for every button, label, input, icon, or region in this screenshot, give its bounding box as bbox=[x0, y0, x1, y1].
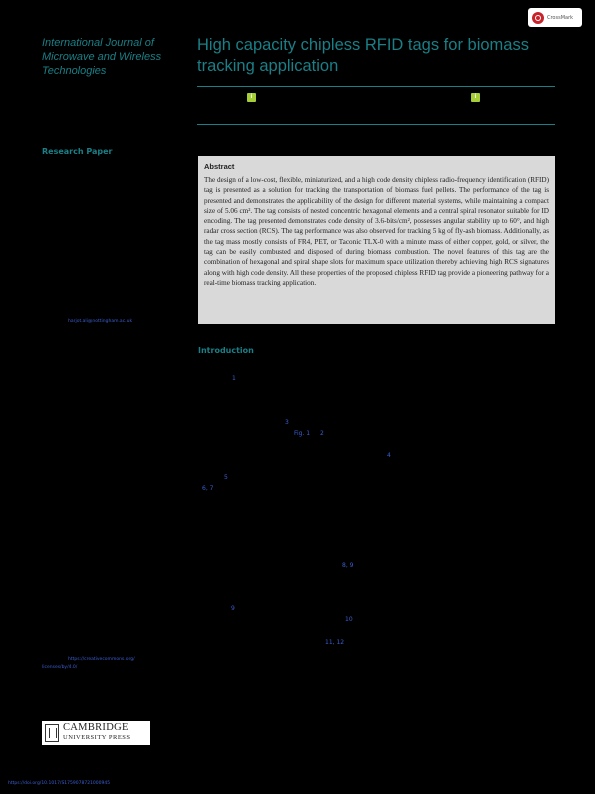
citation-link[interactable]: 11, 12 bbox=[325, 639, 345, 646]
figure-link[interactable]: Fig. 1 bbox=[294, 430, 311, 437]
article-title bbox=[197, 35, 557, 77]
citation-link[interactable]: 1 bbox=[232, 375, 236, 382]
citation-link[interactable]: 2 bbox=[320, 430, 324, 437]
publisher-logo bbox=[42, 721, 150, 745]
journal-name-line: International Journal of bbox=[42, 37, 154, 49]
citation-link[interactable]: 5 bbox=[224, 474, 228, 481]
citation-link[interactable]: 4 bbox=[387, 452, 391, 459]
publisher-name bbox=[63, 723, 131, 743]
orcid-icon[interactable]: i bbox=[471, 93, 480, 102]
license-link-line: licenses/by/4.0/ bbox=[42, 665, 78, 670]
license-link[interactable] bbox=[42, 656, 135, 672]
orcid-icon[interactable]: i bbox=[247, 93, 256, 102]
article-title-line: tracking application bbox=[197, 57, 339, 75]
introduction-heading: Introduction bbox=[198, 346, 254, 355]
abstract-text: The design of a low-cost, flexible, miniaturized, and a high code density chipless radio-frequency identification (RFID) tag is presented as a solution for tracking the transportation of biomass fuel pellets. The performance of the tag is presented and demonstrates the applicability of the design for different material systems, while maintaining a compact size of 5.06 cm². The tag consists of nested concentric hexagonal elements and a central spiral resonator suitable for ID encoding. The tag presented demonstrates code density of 3.6-bits/cm², possesses angular stability up to 60°, and high radar cross section (RCS). The tag performance was also observed for tracking 5 kg of fly-ash biomass. Additionally, as the tag mass mostly consists of FR4, PET, or Taconic TLX-0 with a minute mass of either copper, gold, or silver, the tag can be easily combusted and disposed of during biomass combustion. The novel features of this tag are the combination of hexagonal and spiral shape slots for maximum space utilization thereby achieving high RCS signatures along with high code density. All these properties of the proposed chipless RFID tag provide a pioneering pathway for a real-time biomass tracking application. bbox=[204, 176, 549, 287]
abstract-box bbox=[198, 156, 555, 324]
journal-name-line: Technologies bbox=[42, 65, 107, 77]
crossmark-button[interactable] bbox=[528, 8, 582, 27]
abstract-heading: Abstract bbox=[204, 162, 235, 171]
citation-link[interactable]: 8, 9 bbox=[342, 562, 354, 569]
citation-link[interactable]: 6, 7 bbox=[202, 485, 214, 492]
doi-link[interactable]: https://doi.org/10.1017/S1759078721000945 bbox=[8, 781, 111, 786]
title-divider bbox=[197, 86, 555, 87]
journal-name-line: Microwave and Wireless bbox=[42, 51, 162, 63]
crossmark-icon bbox=[532, 12, 544, 24]
crossmark-label: CrossMark bbox=[547, 14, 574, 21]
publisher-name-line1: CAMBRIDGE bbox=[63, 722, 129, 733]
journal-name bbox=[42, 36, 182, 78]
article-type: Research Paper bbox=[42, 147, 113, 156]
author-divider bbox=[197, 124, 555, 125]
crest-icon bbox=[45, 724, 59, 742]
citation-link[interactable]: 3 bbox=[285, 419, 289, 426]
correspondence-email-link[interactable]: harjot.ali@nottingham.ac.uk bbox=[68, 319, 133, 324]
publisher-name-line2: UNIVERSITY PRESS bbox=[63, 734, 131, 741]
article-title-line: High capacity chipless RFID tags for biomass bbox=[197, 36, 529, 54]
citation-link[interactable]: 10 bbox=[345, 616, 353, 623]
citation-link[interactable]: 9 bbox=[231, 605, 235, 612]
license-link-line: https://creativecommons.org/ bbox=[68, 657, 135, 662]
